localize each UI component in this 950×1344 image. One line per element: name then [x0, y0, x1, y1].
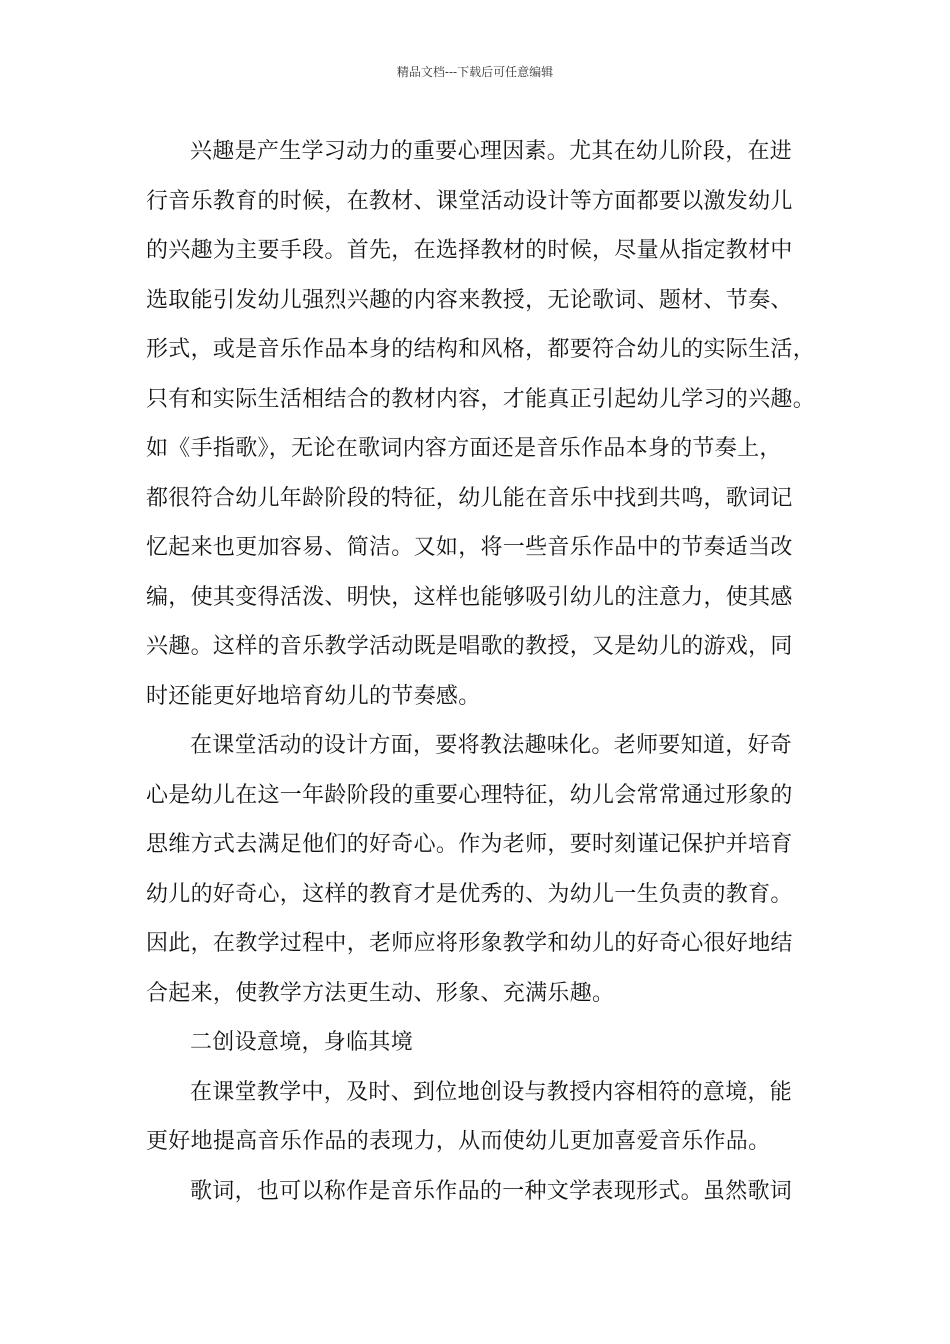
- text-line-3: 的兴趣为主要手段。首先，在选择教材的时候，尽量从指定教材中: [146, 238, 793, 263]
- text-line-12: 时还能更好地培育幼儿的节奏感。: [146, 684, 481, 709]
- section-heading: 二创设意境，身临其境: [190, 1030, 414, 1055]
- text-line-17: 因此，在教学过程中，老师应将形象教学和幼儿的好奇心很好地结: [146, 931, 793, 956]
- text-line-18: 合起来，使教学方法更生动、形象、充满乐趣。: [146, 981, 615, 1006]
- text-line-4: 选取能引发幼儿强烈兴趣的内容来教授，无论歌词、题材、节奏、: [146, 288, 793, 313]
- text-line-9: 忆起来也更加容易、简洁。又如，将一些音乐作品中的节奏适当改: [146, 535, 793, 560]
- page-header: 精品文档---下载后可任意编辑: [396, 65, 554, 79]
- text-line-1: 兴趣是产生学习动力的重要心理因素。尤其在幼儿阶段，在进: [190, 139, 793, 164]
- text-line-11: 兴趣。这样的音乐教学活动既是唱歌的教授，又是幼儿的游戏，同: [146, 634, 793, 659]
- text-line-22: 歌词，也可以称作是音乐作品的一种文学表现形式。虽然歌词: [190, 1179, 793, 1204]
- text-line-6: 只有和实际生活相结合的教材内容，才能真正引起幼儿学习的兴趣。: [146, 387, 816, 412]
- text-line-21: 更好地提高音乐作品的表现力，从而使幼儿更加喜爱音乐作品。: [146, 1129, 771, 1154]
- text-line-8: 都很符合幼儿年龄阶段的特征，幼儿能在音乐中找到共鸣，歌词记: [146, 486, 793, 511]
- text-line-10: 编，使其变得活泼、明快，这样也能够吸引幼儿的注意力，使其感: [146, 585, 793, 610]
- text-line-15: 思维方式去满足他们的好奇心。作为老师，要时刻谨记保护并培育: [146, 832, 793, 857]
- text-line-14: 心是幼儿在这一年龄阶段的重要心理特征，幼儿会常常通过形象的: [146, 783, 793, 808]
- text-line-2: 行音乐教育的时候，在教材、课堂活动设计等方面都要以激发幼儿: [146, 189, 793, 214]
- text-line-5: 形式，或是音乐作品本身的结构和风格，都要符合幼儿的实际生活，: [146, 337, 816, 362]
- text-line-20: 在课堂教学中，及时、到位地创设与教授内容相符的意境，能: [190, 1080, 793, 1105]
- text-line-7: 如《手指歌》，无论在歌词内容方面还是音乐作品本身的节奏上，: [146, 436, 782, 461]
- text-line-13: 在课堂活动的设计方面，要将教法趣味化。老师要知道，好奇: [190, 733, 793, 758]
- text-line-16: 幼儿的好奇心，这样的教育才是优秀的、为幼儿一生负责的教育。: [146, 882, 793, 907]
